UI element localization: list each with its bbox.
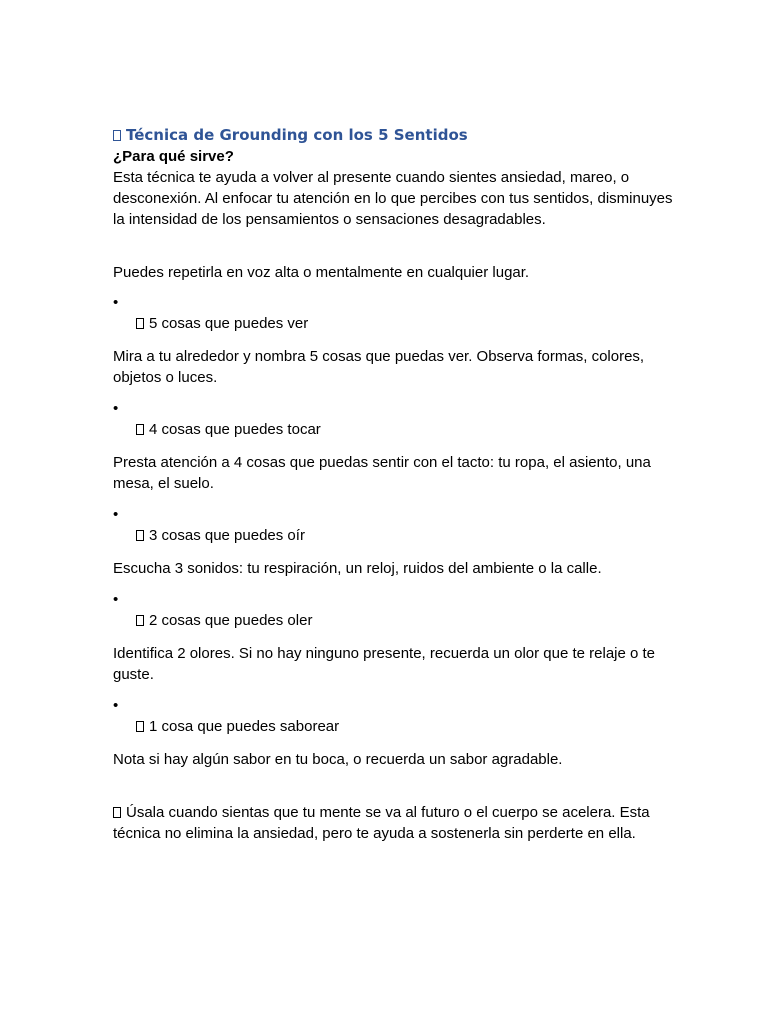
- closing-paragraph: [113, 802, 673, 844]
- list-item-description: Identifica 2 olores. Si no hay ninguno presente, recuerda un olor que te relaje o te guste.: [113, 645, 656, 683]
- document-title: [113, 124, 673, 146]
- list-item-label: [113, 419, 673, 441]
- bullet-dot: •: [113, 506, 119, 523]
- bullet-marker: [113, 696, 673, 716]
- list-item-description: Presta atención a 4 cosas que puedas sentir con el tacto: tu ropa, el asiento, una mesa, el suelo.: [113, 454, 651, 492]
- tofu-square-icon: [136, 424, 144, 435]
- bullet-dot: •: [113, 400, 119, 417]
- bullet-marker: [113, 399, 673, 419]
- bullet-dot: •: [113, 697, 119, 714]
- tofu-square-icon: [136, 318, 144, 329]
- section-subheading: ¿Para qué sirve?: [113, 148, 234, 165]
- bullet-marker: [113, 505, 673, 525]
- tofu-square-icon: [113, 130, 121, 141]
- title-text: Técnica de Grounding con los 5 Sentidos: [126, 126, 468, 144]
- item-label-text: 3 cosas que puedes oír: [149, 527, 305, 544]
- list-item-description: Mira a tu alrededor y nombra 5 cosas que puedas ver. Observa formas, colores, objetos o luces.: [113, 348, 645, 386]
- item-label-text: 2 cosas que puedes oler: [149, 612, 313, 629]
- item-label-text: 1 cosa que puedes saborear: [149, 718, 340, 735]
- list-item-label: [113, 716, 673, 738]
- document-page: [113, 124, 673, 844]
- tofu-square-icon: [113, 807, 121, 818]
- list-item-label: [113, 525, 673, 547]
- tofu-square-icon: [136, 615, 144, 626]
- intro-paragraph: Esta técnica te ayuda a volver al presente cuando sientes ansiedad, mareo, o desconexión. Al enfocar tu atención en lo que percibes con tus sentidos, disminuyes la intensidad de los pensamientos o sensaciones desagradables.: [113, 169, 673, 228]
- item-label-text: 4 cosas que puedes tocar: [149, 421, 321, 438]
- list-item-description: Escucha 3 sonidos: tu respiración, un reloj, ruidos del ambiente o la calle.: [113, 560, 602, 577]
- list-item-description: Nota si hay algún sabor en tu boca, o recuerda un sabor agradable.: [113, 751, 563, 768]
- bullet-dot: •: [113, 294, 119, 311]
- repeat-note: Puedes repetirla en voz alta o mentalmente en cualquier lugar.: [113, 264, 530, 281]
- bullet-marker: [113, 590, 673, 610]
- list-item-label: [113, 313, 673, 335]
- tofu-square-icon: [136, 530, 144, 541]
- bullet-dot: •: [113, 591, 119, 608]
- list-item-label: [113, 610, 673, 632]
- closing-text: Úsala cuando sientas que tu mente se va al futuro o el cuerpo se acelera. Esta técnica no elimina la ansiedad, pero te ayuda a sostenerla sin perderte en ella.: [113, 804, 650, 842]
- bullet-marker: [113, 293, 673, 313]
- tofu-square-icon: [136, 721, 144, 732]
- item-label-text: 5 cosas que puedes ver: [149, 315, 309, 332]
